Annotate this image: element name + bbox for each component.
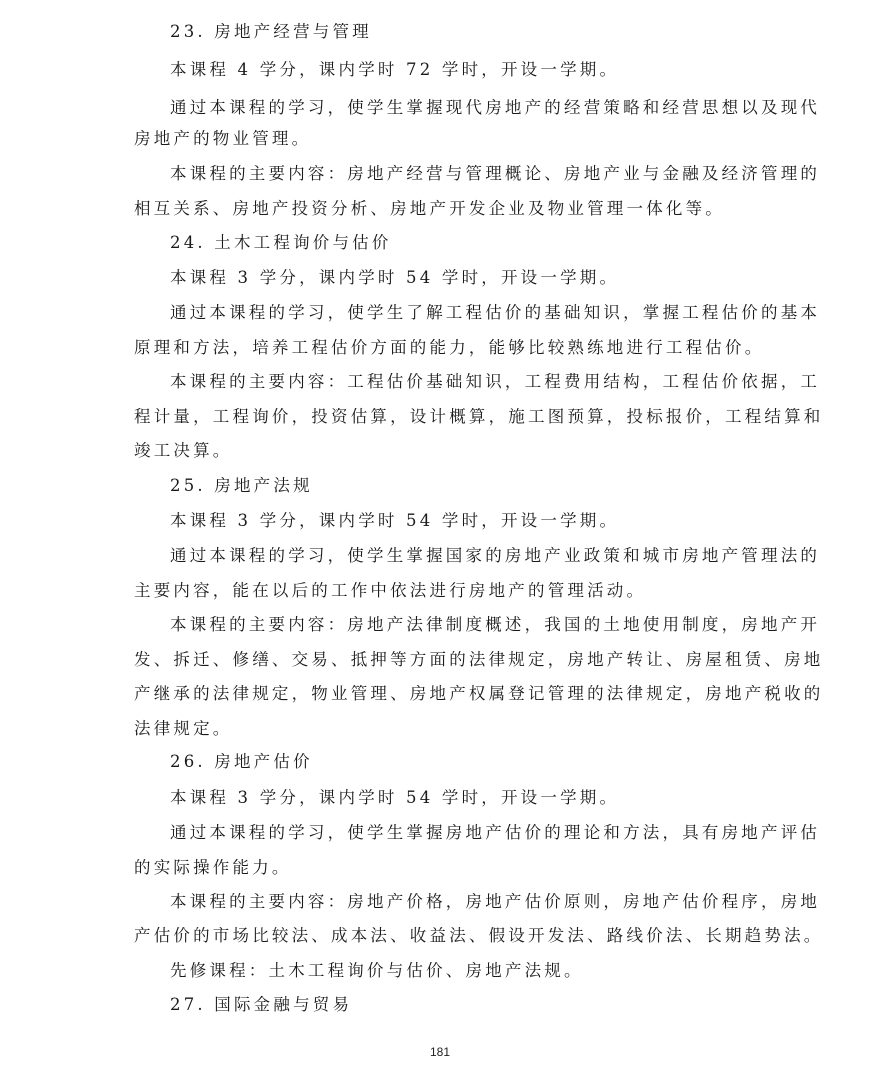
- page-number: 181: [429, 1045, 451, 1059]
- paragraph-line: 先修课程：土木工程询价与估价、房地产法规。: [170, 961, 584, 980]
- section-heading-23: 23. 房地产经营与管理: [170, 22, 372, 41]
- paragraph-line: 发、拆迁、修缮、交易、抵押等方面的法律规定，房地产转让、房屋租赁、房地: [134, 650, 824, 669]
- section-heading-26: 26. 房地产估价: [170, 752, 313, 771]
- paragraph-line: 本课程 3 学分，课内学时 54 学时，开设一学期。: [170, 268, 620, 287]
- paragraph-line: 通过本课程的学习，使学生掌握国家的房地产业政策和城市房地产管理法的: [170, 546, 821, 565]
- paragraph-line: 本课程 3 学分，课内学时 54 学时，开设一学期。: [170, 511, 620, 530]
- paragraph-line: 通过本课程的学习，使学生掌握现代房地产的经营策略和经营思想以及现代: [170, 98, 821, 117]
- section-heading-24: 24. 土木工程询价与估价: [170, 233, 392, 252]
- paragraph-line: 通过本课程的学习，使学生掌握房地产估价的理论和方法，具有房地产评估: [170, 823, 821, 842]
- section-heading-25: 25. 房地产法规: [170, 476, 313, 495]
- paragraph-line: 本课程 3 学分，课内学时 54 学时，开设一学期。: [170, 788, 620, 807]
- paragraph-line: 原理和方法，培养工程估价方面的能力，能够比较熟练地进行工程估价。: [134, 338, 765, 357]
- paragraph-line: 产继承的法律规定，物业管理、房地产权属登记管理的法律规定，房地产税收的: [134, 684, 824, 703]
- paragraph-line: 相互关系、房地产投资分析、房地产开发企业及物业管理一体化等。: [134, 199, 725, 218]
- paragraph-line: 本课程的主要内容：房地产经营与管理概论、房地产业与金融及经济管理的: [170, 164, 821, 183]
- section-heading-27: 27. 国际金融与贸易: [170, 995, 353, 1014]
- paragraph-line: 竣工决算。: [134, 441, 233, 460]
- paragraph-line: 通过本课程的学习，使学生了解工程估价的基础知识，掌握工程估价的基本: [170, 303, 821, 322]
- paragraph-line: 房地产的物业管理。: [134, 129, 312, 148]
- paragraph-line: 本课程的主要内容：房地产法律制度概述，我国的土地使用制度，房地产开: [170, 615, 821, 634]
- paragraph-line: 本课程的主要内容：工程估价基础知识，工程费用结构，工程估价依据，工: [170, 372, 821, 391]
- paragraph-line: 本课程 4 学分，课内学时 72 学时，开设一学期。: [170, 60, 620, 79]
- paragraph-line: 主要内容，能在以后的工作中依法进行房地产的管理活动。: [134, 581, 647, 600]
- paragraph-line: 本课程的主要内容：房地产价格，房地产估价原则，房地产估价程序，房地: [170, 892, 821, 911]
- paragraph-line: 的实际操作能力。: [134, 858, 292, 877]
- paragraph-line: 产估价的市场比较法、成本法、收益法、假设开发法、路线价法、长期趋势法。: [134, 926, 824, 945]
- paragraph-line: 法律规定。: [134, 719, 233, 738]
- paragraph-line: 程计量，工程询价，投资估算，设计概算，施工图预算，投标报价，工程结算和: [134, 407, 824, 426]
